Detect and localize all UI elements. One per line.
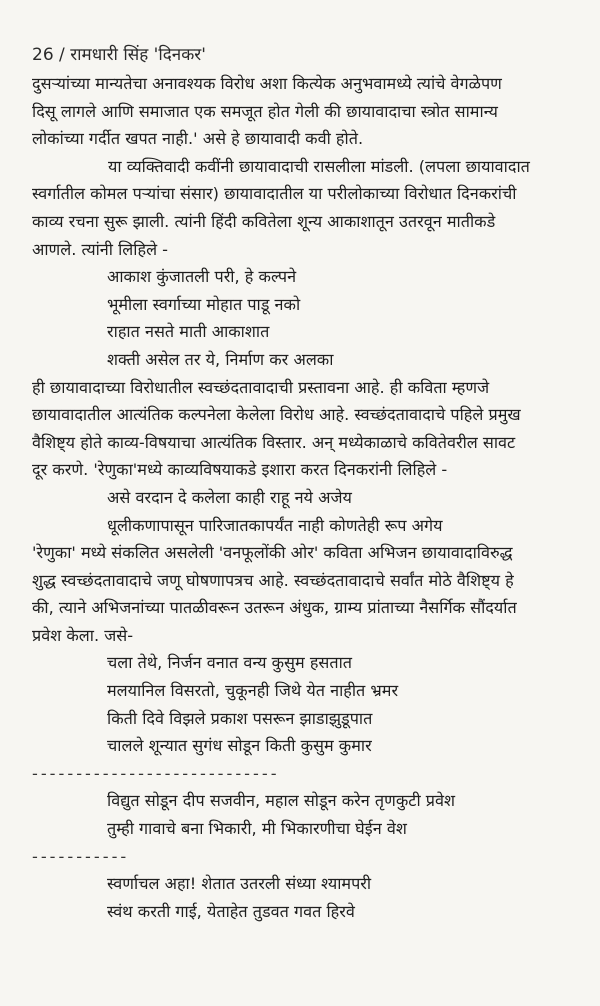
prose-line: दिसू लागले आणि समाजात एक समजूत होत गेली की छायावादाचा स्त्रोत सामान्य xyxy=(32,101,498,121)
running-title: रामधारी सिंह 'दिनकर' xyxy=(70,45,206,65)
prose-line: लोकांच्या गर्दीत खपत नाही.' असे हे छायावादी कवी होते. xyxy=(32,129,364,149)
verse-line: असे वरदान दे कलेला काही राहू नये अजेय xyxy=(107,487,352,507)
page-number: 26 xyxy=(32,45,54,65)
prose-line: स्वर्गातील कोमल पऱ्यांचा संसार) छायावादातील या परीलोकाच्या विरोधात दिनकरांची xyxy=(32,184,517,204)
verse-line: शक्ती असेल तर ये, निर्माण कर अलका xyxy=(107,349,334,369)
verse-line: किती दिवे विझले प्रकाश पसरून झाडाझुडूपात xyxy=(107,708,373,728)
verse-line: चला तेथे, निर्जन वनात वन्य कुसुम हसतात xyxy=(107,653,353,673)
prose-line: काव्य रचना सुरू झाली. त्यांनी हिंदी कवितेला शून्य आकाशातून उतरवून मातीकडे xyxy=(32,211,496,231)
separator-line: ---------------------------- xyxy=(32,763,280,783)
header-separator: / xyxy=(59,45,65,65)
verse-line: विद्युत सोडून दीप सजवीन, महाल सोडून करेन तृणकुटी प्रवेश xyxy=(107,791,456,811)
verse-line: भूमीला स्वर्गाच्या मोहात पाडू नको xyxy=(107,294,301,314)
verse-line: राहात नसते माती आकाशात xyxy=(107,322,270,342)
verse-line: मलयानिल विसरतो, चुकूनही जिथे येत नाहीत भ्रमर xyxy=(107,681,399,701)
paragraph-first-line: या व्यक्तिवादी कवींनी छायावादाची रासलीला मांडली. (लपला छायावादात xyxy=(108,156,530,176)
prose-line: प्रवेश केला. जसे- xyxy=(32,625,134,645)
verse-line: स्वंथ करती गाई, येताहेत तुडवत गवत हिरवे xyxy=(107,901,355,921)
verse-line: आकाश कुंजातली परी, हे कल्पने xyxy=(107,267,297,287)
verse-line: तुम्ही गावाचे बना भिकारी, मी भिकारणीचा घेईन वेश xyxy=(107,819,407,839)
running-header xyxy=(32,42,206,65)
prose-line: आणले. त्यांनी लिहिले - xyxy=(32,239,169,259)
verse-line: धूलीकणापासून पारिजातकापर्यंत नाही कोणतेही रूप अगेय xyxy=(107,515,443,535)
prose-line: ही छायावादाच्या विरोधातील स्वच्छंदतावादाची प्रस्तावना आहे. ही कविता म्हणजे xyxy=(32,377,490,397)
prose-line: की, त्याने अभिजनांच्या पातळीवरून उतरून अंधुक, ग्राम्य प्रांताच्या नैसर्गिक सौंदर्यात xyxy=(32,598,517,618)
prose-line: दूर करणे. 'रेणुका'मध्ये काव्यविषयाकडे इशारा करत दिनकरांनी लिहिले - xyxy=(32,460,448,480)
verse-line: स्वर्णाचल अहा! शेतात उतरली संध्या श्यामपरी xyxy=(107,874,372,894)
prose-line: छायावादातील आत्यंतिक कल्पनेला केलेला विरोध आहे. स्वच्छंदतावादाचे पहिले प्रमुख xyxy=(32,405,521,425)
verse-line: चालले शून्यात सुगंध सोडून किती कुसुम कुमार xyxy=(107,736,372,756)
prose-line: दुसऱ्यांच्या मान्यतेचा अनावश्यक विरोध अशा कित्येक अनुभवामध्ये त्यांचे वेगळेपण xyxy=(32,74,502,93)
separator-line: ----------- xyxy=(32,846,130,866)
prose-line: वैशिष्ट्य होते काव्य-विषयाचा आत्यंतिक विस्तार. अन् मध्येकाळाचे कवितेवरील सावट xyxy=(32,432,516,452)
body-text xyxy=(32,70,578,925)
prose-line: शुद्ध स्वच्छंदतावादाचे जणू घोषणापत्रच आहे. स्वच्छंदतावादाचे सर्वांत मोठे वैशिष्ट्य हे xyxy=(32,570,514,590)
prose-line: 'रेणुका' मध्ये संकलित असलेली 'वनफूलोंकी ओर' कविता अभिजन छायावादाविरुद्ध xyxy=(32,543,513,563)
